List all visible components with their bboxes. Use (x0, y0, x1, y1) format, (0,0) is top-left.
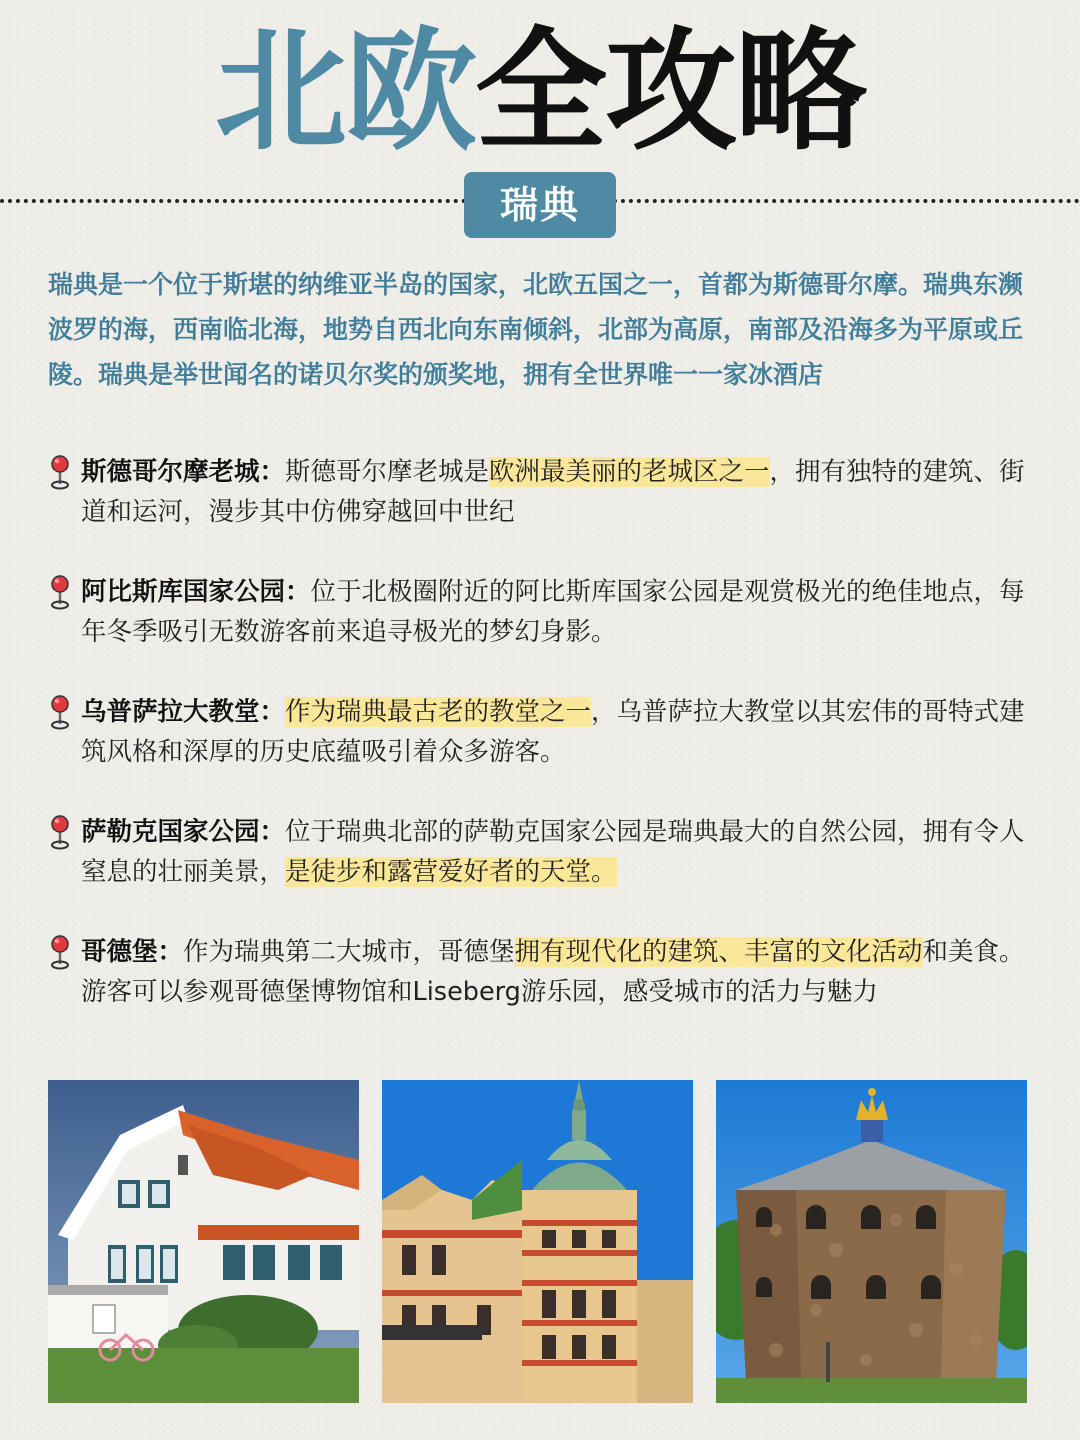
attraction-text (81, 692, 1032, 772)
title-part-2: 全攻略 (475, 15, 865, 169)
attraction-name: 乌普萨拉大教堂： (81, 697, 286, 727)
fortress-illustration (716, 1080, 1027, 1403)
attraction-desc-tail: 和美食。游客可以参观哥德堡博物馆和Liseberg游乐园，感受城市的活力与魅力 (81, 937, 1025, 1007)
attraction-text (81, 812, 1032, 892)
pushpin-icon (48, 574, 72, 614)
attraction-highlight: 作为瑞典最古老的教堂之一 (285, 697, 592, 727)
house-illustration (48, 1080, 359, 1403)
attraction-desc: 位于北极圈附近的阿比斯库国家公园是观赏极光的绝佳地点，每年冬季吸引无数游客前来追寻极光的梦幻身影。 (81, 577, 1025, 647)
building-illustration (382, 1080, 693, 1403)
country-badge: 瑞典 (464, 172, 616, 238)
attraction-desc: 斯德哥尔摩老城是 (285, 457, 490, 487)
attraction-item (48, 692, 1032, 772)
attraction-text (81, 932, 1032, 1012)
attraction-item (48, 932, 1032, 1012)
pushpin-icon (48, 934, 72, 974)
attraction-text (81, 452, 1032, 532)
attraction-desc: 作为瑞典第二大城市，哥德堡 (183, 937, 515, 967)
attraction-name: 哥德堡： (81, 937, 184, 967)
attraction-name: 萨勒克国家公园： (81, 817, 286, 847)
photo-white-house (48, 1080, 359, 1403)
attraction-desc: 位于瑞典北部的萨勒克国家公园是瑞典最大的自然公园，拥有令人窒息的壮丽美景， (81, 817, 1025, 887)
attraction-highlight: 拥有现代化的建筑、丰富的文化活动 (514, 937, 923, 967)
pushpin-icon (48, 694, 72, 734)
attraction-text (81, 572, 1032, 652)
intro-paragraph: 瑞典是一个位于斯堪的纳维亚半岛的国家，北欧五国之一，首都为斯德哥尔摩。瑞典东濒波罗的海，西南临北海，地势自西北向东南倾斜，北部为高原，南部及沿海多为平原或丘陵。瑞典是举世闻名的诺贝尔奖的颁奖地，拥有全世界唯一一家冰酒店 (48, 270, 1024, 389)
title-part-1: 北欧 (215, 15, 475, 169)
attraction-item (48, 452, 1032, 532)
attraction-highlight: 欧洲最美丽的老城区之一 (489, 457, 770, 487)
attraction-name: 阿比斯库国家公园： (81, 577, 311, 607)
attraction-highlight: 是徒步和露营爱好者的天堂。 (285, 857, 617, 887)
attraction-name: 斯德哥尔摩老城： (81, 457, 286, 487)
photo-stone-fortress (716, 1080, 1027, 1403)
page-title (0, 15, 1080, 169)
photo-yellow-building (382, 1080, 693, 1403)
attraction-desc-tail: ，拥有独特的建筑、街道和运河，漫步其中仿佛穿越回中世纪 (81, 457, 1025, 527)
pushpin-icon (48, 454, 72, 494)
pushpin-icon (48, 814, 72, 854)
attraction-desc-tail: ，乌普萨拉大教堂以其宏伟的哥特式建筑风格和深厚的历史底蕴吸引着众多游客。 (81, 697, 1025, 767)
attraction-item (48, 812, 1032, 892)
attraction-item (48, 572, 1032, 652)
